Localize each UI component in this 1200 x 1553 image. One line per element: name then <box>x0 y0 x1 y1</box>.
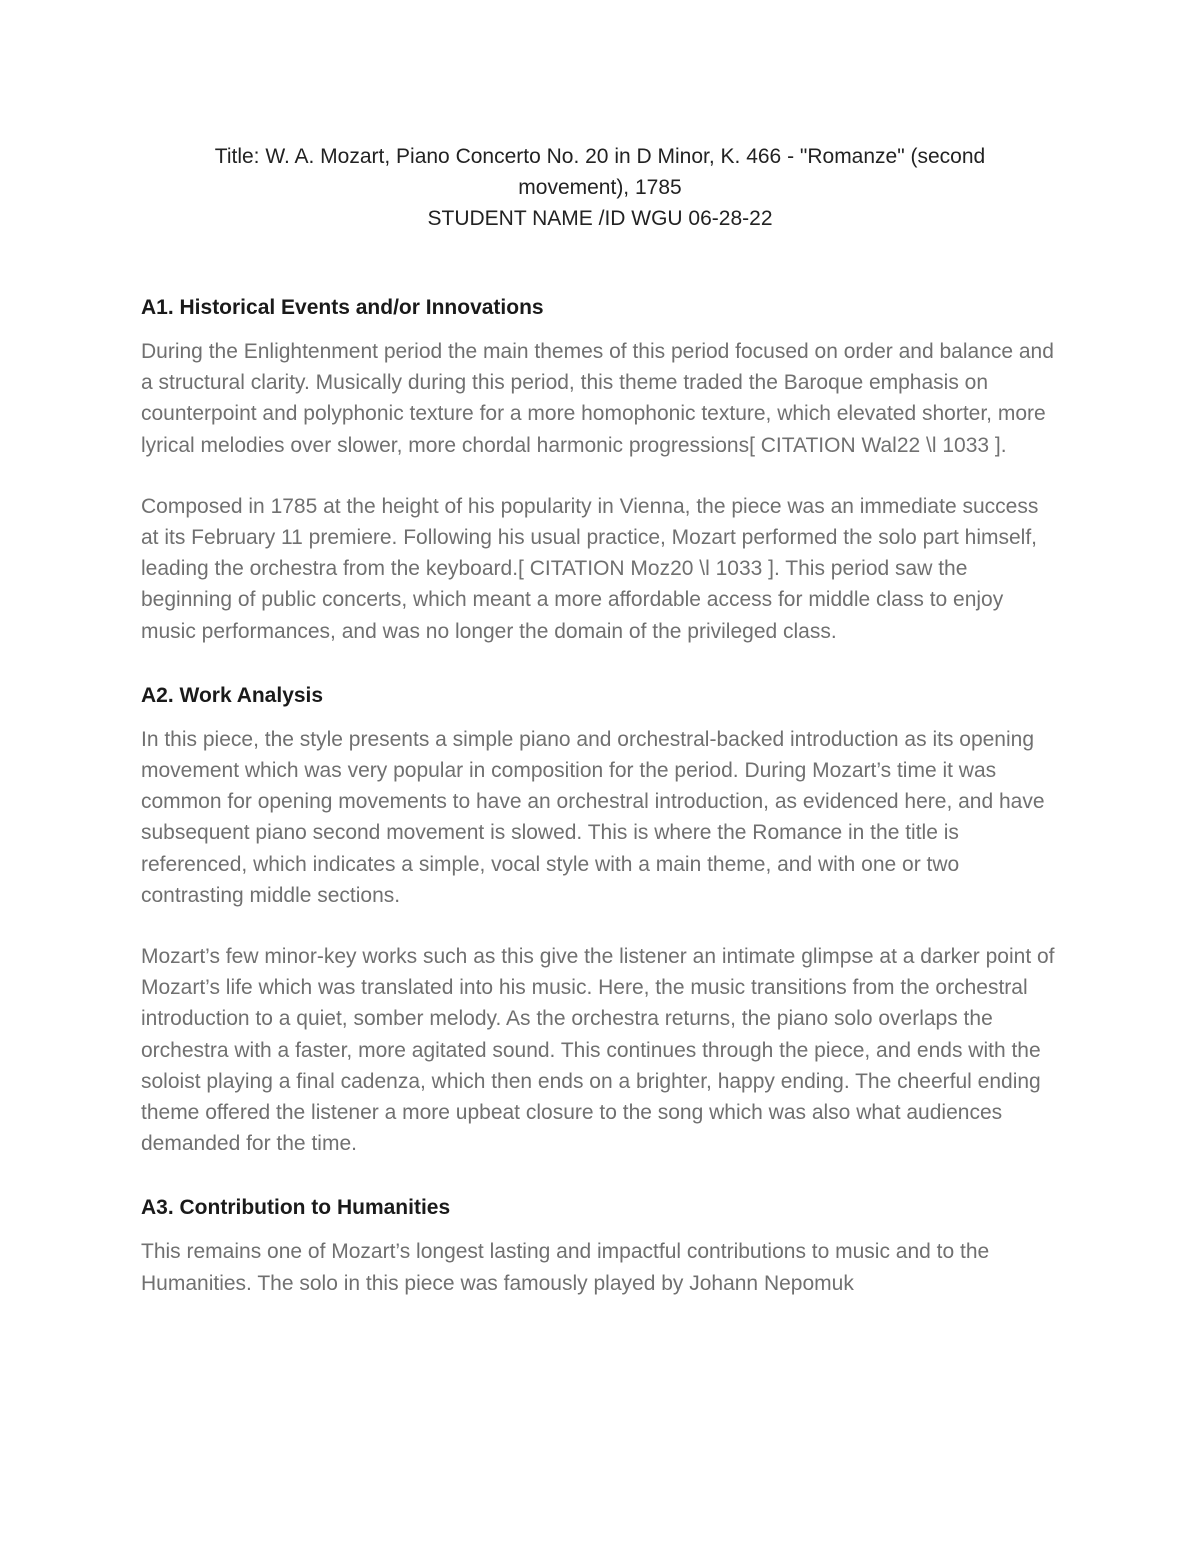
title-line-1: Title: W. A. Mozart, Piano Concerto No. 20 in D Minor, K. 466 - "Romanze" (second <box>214 145 986 168</box>
section-heading: A2. Work Analysis <box>141 683 324 707</box>
section-heading: A3. Contribution to Humanities <box>141 1196 451 1220</box>
section-heading: A1. Historical Events and/or Innovations <box>141 296 544 319</box>
paragraph: During the Enlightenment period the main themes of this period focused on order and balance and a structural clarity. Musically during this period, this theme traded the Baroque emphasis on counterpoint and polyphonic texture for a more homophonic texture, which elevated shorter, more lyrical melodies over slower, more chordal harmonic progressions[ CITATION Wal22 \l 1033 ]. <box>141 340 1054 457</box>
title-block <box>140 141 1060 234</box>
paragraph: This remains one of Mozart’s longest lasting and impactful contributions to music and to the Humanities. The solo in this piece was famously played by Johann Nepomuk <box>141 1240 990 1295</box>
section-a2 <box>141 680 1061 1160</box>
paragraph: Composed in 1785 at the height of his popularity in Vienna, the piece was an immediate success at its February 11 premiere. Following his usual practice, Mozart performed the solo part himself, leading the orchestra from the keyboard.[ CITATION Moz20 \l 1033 ]. This period saw the beginning of public concerts, which meant a more affordable access for middle class to enjoy music performances, and was no longer the domain of the privileged class. <box>141 494 1039 643</box>
section-a3 <box>141 1192 1061 1298</box>
paragraph: In this piece, the style presents a simple piano and orchestral-backed introduction as its opening movement which was very popular in composition for the period. During Mozart’s time it was common for opening movements to have an orchestral introduction, as evidenced here, and have subsequent piano second movement is slowed. This is where the Romance in the title is referenced, which indicates a simple, vocal style with a main theme, and with one or two contrasting middle sections. <box>141 727 1045 907</box>
section-a1 <box>141 292 1061 647</box>
title-line-2: movement), 1785 <box>518 176 682 199</box>
student-line: STUDENT NAME /ID WGU 06-28-22 <box>427 207 773 230</box>
document-body <box>141 292 1061 1329</box>
paragraph: Mozart’s few minor-key works such as this give the listener an intimate glimpse at a darker point of Mozart’s life which was translated into his music. Here, the music transitions from the orchestral introduction to a quiet, somber melody. As the orchestra returns, the piano solo overlaps the orchestra with a faster, more agitated sound. This continues through the piece, and ends with the soloist playing a final cadenza, which then ends on a brighter, happy ending. The cheerful ending theme offered the listener a more upbeat closure to the song which was also what audiences demanded for the time. <box>141 945 1055 1156</box>
